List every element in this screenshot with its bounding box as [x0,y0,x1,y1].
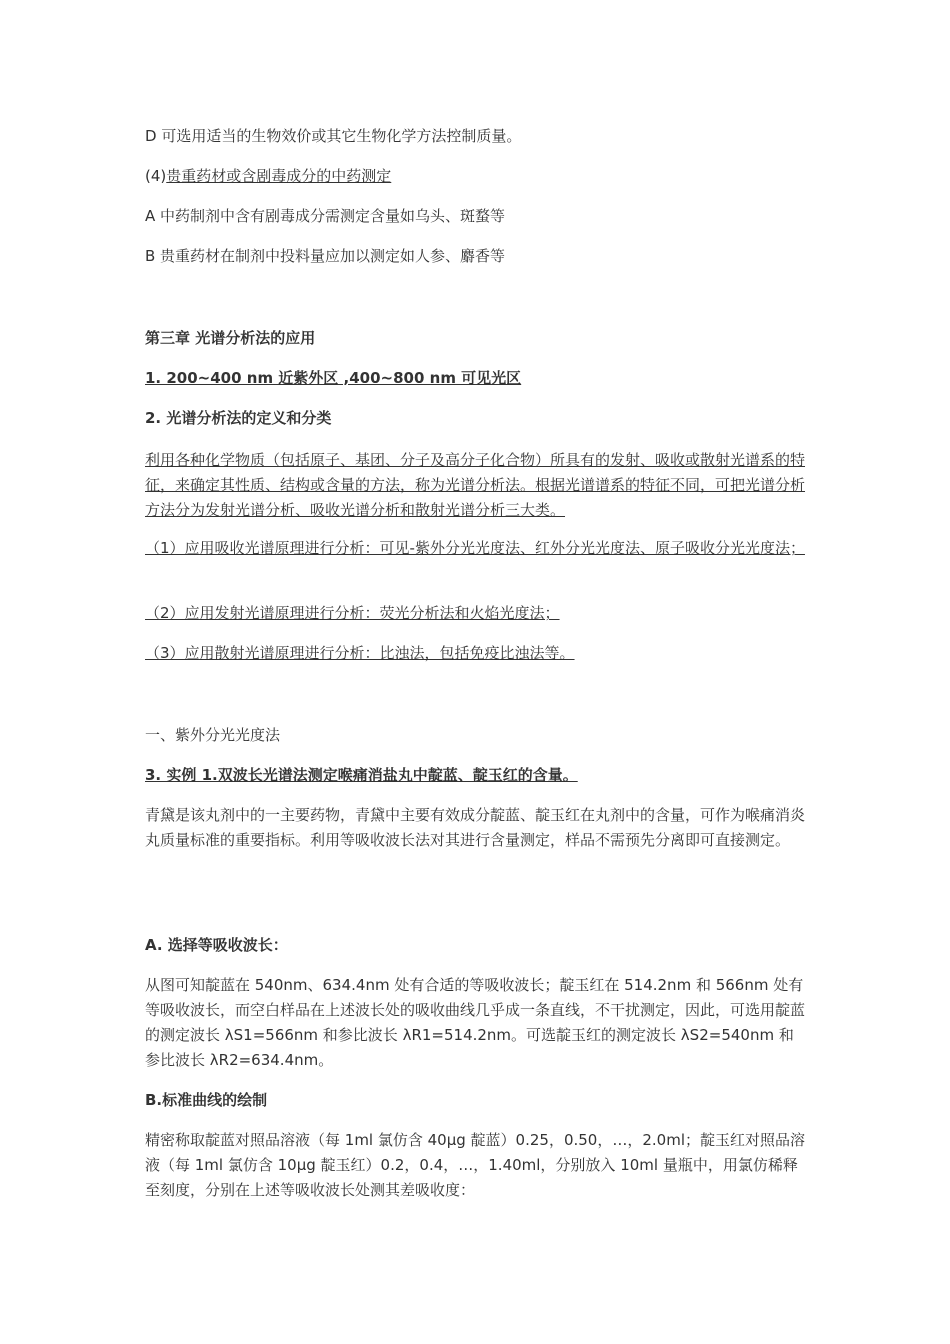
definition-paragraph: 利用各种化学物质（包括原子、基团、分子及高分子化合物）所具有的发射、吸收或散射光谱系的特征，来确定其性质、结构或含量的方法，称为光谱分析法。根据光谱谱系的特征不同，可把光谱分析方法分为发射光谱分析、吸收光谱分析和散射光谱分析三大类。 [145,451,806,519]
step-b-paragraph: 精密称取靛蓝对照品溶液（每 1ml 氯仿含 40μg 靛蓝）0.25，0.50，…，2.0ml；靛玉红对照品溶液（每 1ml 氯仿含 10μg 靛玉红）0.2，0.4，…，1.40ml，分别放入 10ml 量瓶中，用氯仿稀释至刻度，分别在上述等吸收波长处测其差吸收度： [145,1131,805,1199]
heading-step-b: B.标准曲线的绘制 [145,1091,268,1109]
list-item-scattering: （3）应用散射光谱原理进行分析：比浊法，包括免疫比浊法等。 [145,644,575,662]
item-number: (4) [145,167,167,185]
section-link[interactable]: 贵重药材或含剧毒成分的中药测定 [166,167,392,185]
step-a-paragraph: 从图可知靛蓝在 540nm、634.4nm 处有合适的等吸收波长；靛玉红在 514.2nm 和 566nm 处有等吸收波长，而空白样品在上述波长处的吸收曲线几乎成一条直线，不干扰测定，因此，可选用靛蓝的测定波长 λS1=566nm 和参比波长 λR1=514.2nm。可选靛玉红的测定波长 λS2=540nm 和参比波长 λR2=634.4nm。 [145,976,806,1069]
heading-example: 3. 实例 1.双波长光谱法测定喉痛消盐丸中靛蓝、靛玉红的含量。 [145,766,578,784]
heading-definition: 2. 光谱分析法的定义和分类 [145,409,332,427]
list-item-emission: （2）应用发射光谱原理进行分析：荧光分析法和火焰光度法； [145,604,560,622]
chapter-title: 第三章 光谱分析法的应用 [145,329,316,347]
list-item-absorption: （1）应用吸收光谱原理进行分析：可见-紫外分光光度法、红外分光光度法、原子吸收分光光度法； [145,539,805,557]
paragraph-a: A 中药制剂中含有剧毒成分需测定含量如乌头、斑蝥等 [145,207,506,225]
heading-step-a: A. 选择等吸收波长： [145,936,288,954]
heading-wavelength: 1. 200~400 nm 近紫外区 ,400~800 nm 可见光区 [145,369,522,387]
paragraph-b: B 贵重药材在制剂中投料量应加以测定如人参、麝香等 [145,247,506,265]
section-heading: 一、紫外分光光度法 [145,726,281,744]
paragraph-4 [145,164,807,189]
qingdai-paragraph: 青黛是该丸剂中的一主要药物，青黛中主要有效成分靛蓝、靛玉红在丸剂中的含量，可作为喉痛消炎丸质量标准的重要指标。利用等吸收波长法对其进行含量测定，样品不需预先分离即可直接测定。 [145,806,806,849]
paragraph-d: D 可选用适当的生物效价或其它生物化学方法控制质量。 [145,127,522,145]
